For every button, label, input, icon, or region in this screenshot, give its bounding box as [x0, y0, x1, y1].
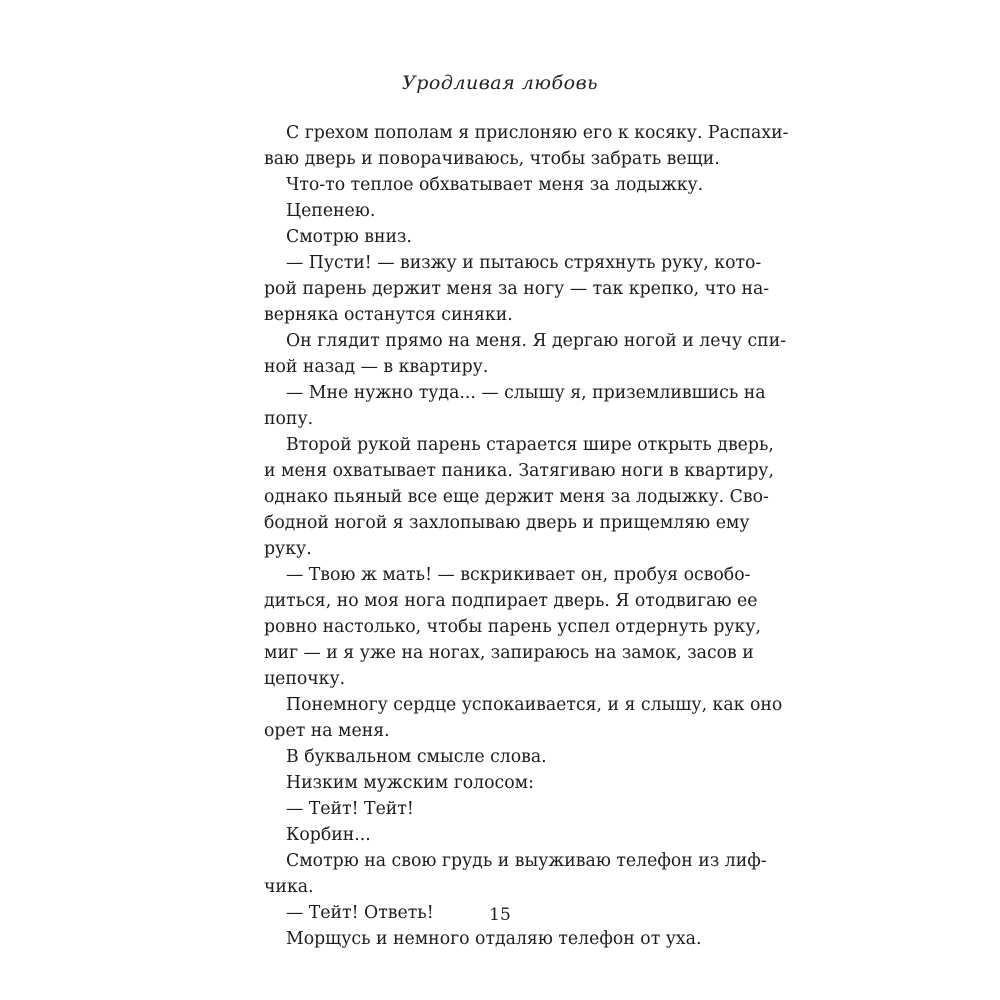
text-line: однако пьяный все еще держит меня за лодыжку. Сво-	[264, 487, 769, 507]
text-line: верняка останутся синяки.	[264, 305, 513, 325]
text-line: орет на меня.	[264, 721, 390, 741]
text-line: миг — и я уже на ногах, запираюсь на замок, засов и	[264, 643, 754, 663]
text-line: попу.	[264, 409, 314, 429]
text-line: диться, но моя нога подпирает дверь. Я отодвигаю ее	[264, 591, 758, 611]
text-line: Смотрю на свою грудь и выуживаю телефон из лиф-	[286, 851, 767, 871]
text-line: — Пусти! — визжу и пытаюсь стряхнуть руку, кото-	[286, 253, 762, 273]
text-line: руку.	[264, 539, 312, 559]
running-head: Уродливая любовь	[402, 72, 598, 94]
text-line: ной назад — в квартиру.	[264, 357, 489, 377]
text-line: — Тейт! Ответь!	[286, 903, 434, 923]
text-line: и меня охватывает паника. Затягиваю ноги в квартиру,	[264, 461, 774, 481]
text-line: Смотрю вниз.	[286, 227, 412, 247]
text-line: С грехом пополам я прислоняю его к косяку. Распахи-	[286, 123, 789, 143]
text-line: Корбин...	[286, 825, 371, 845]
text-line: чика.	[264, 877, 314, 897]
text-line: В буквальном смысле слова.	[286, 747, 547, 767]
text-line: — Мне нужно туда... — слышу я, приземлившись на	[286, 383, 766, 403]
text-line: Морщусь и немного отдаляю телефон от уха.	[286, 929, 702, 949]
page-number: 15	[489, 905, 511, 925]
text-line: бодной ногой я захлопываю дверь и прищемляю ему	[264, 513, 750, 533]
text-line: Понемногу сердце успокаивается, и я слышу, как оно	[286, 695, 783, 715]
text-line: цепочку.	[264, 669, 346, 689]
text-line: Цепенею.	[286, 201, 376, 221]
text-line: Он глядит прямо на меня. Я дергаю ногой и лечу спи-	[286, 331, 787, 351]
text-line: Второй рукой парень старается шире открыть дверь,	[286, 435, 774, 455]
text-line: ровно настолько, чтобы парень успел отдернуть руку,	[264, 617, 762, 637]
text-line: рой парень держит меня за ногу — так крепко, что на-	[264, 279, 770, 299]
text-line: Что-то теплое обхватывает меня за лодыжку.	[286, 175, 704, 195]
text-line: — Твою ж мать! — вскрикивает он, пробуя освобо-	[286, 565, 751, 585]
text-line: — Тейт! Тейт!	[286, 799, 414, 819]
text-line: Низким мужским голосом:	[286, 773, 534, 793]
text-line: ваю дверь и поворачиваюсь, чтобы забрать вещи.	[264, 149, 720, 169]
